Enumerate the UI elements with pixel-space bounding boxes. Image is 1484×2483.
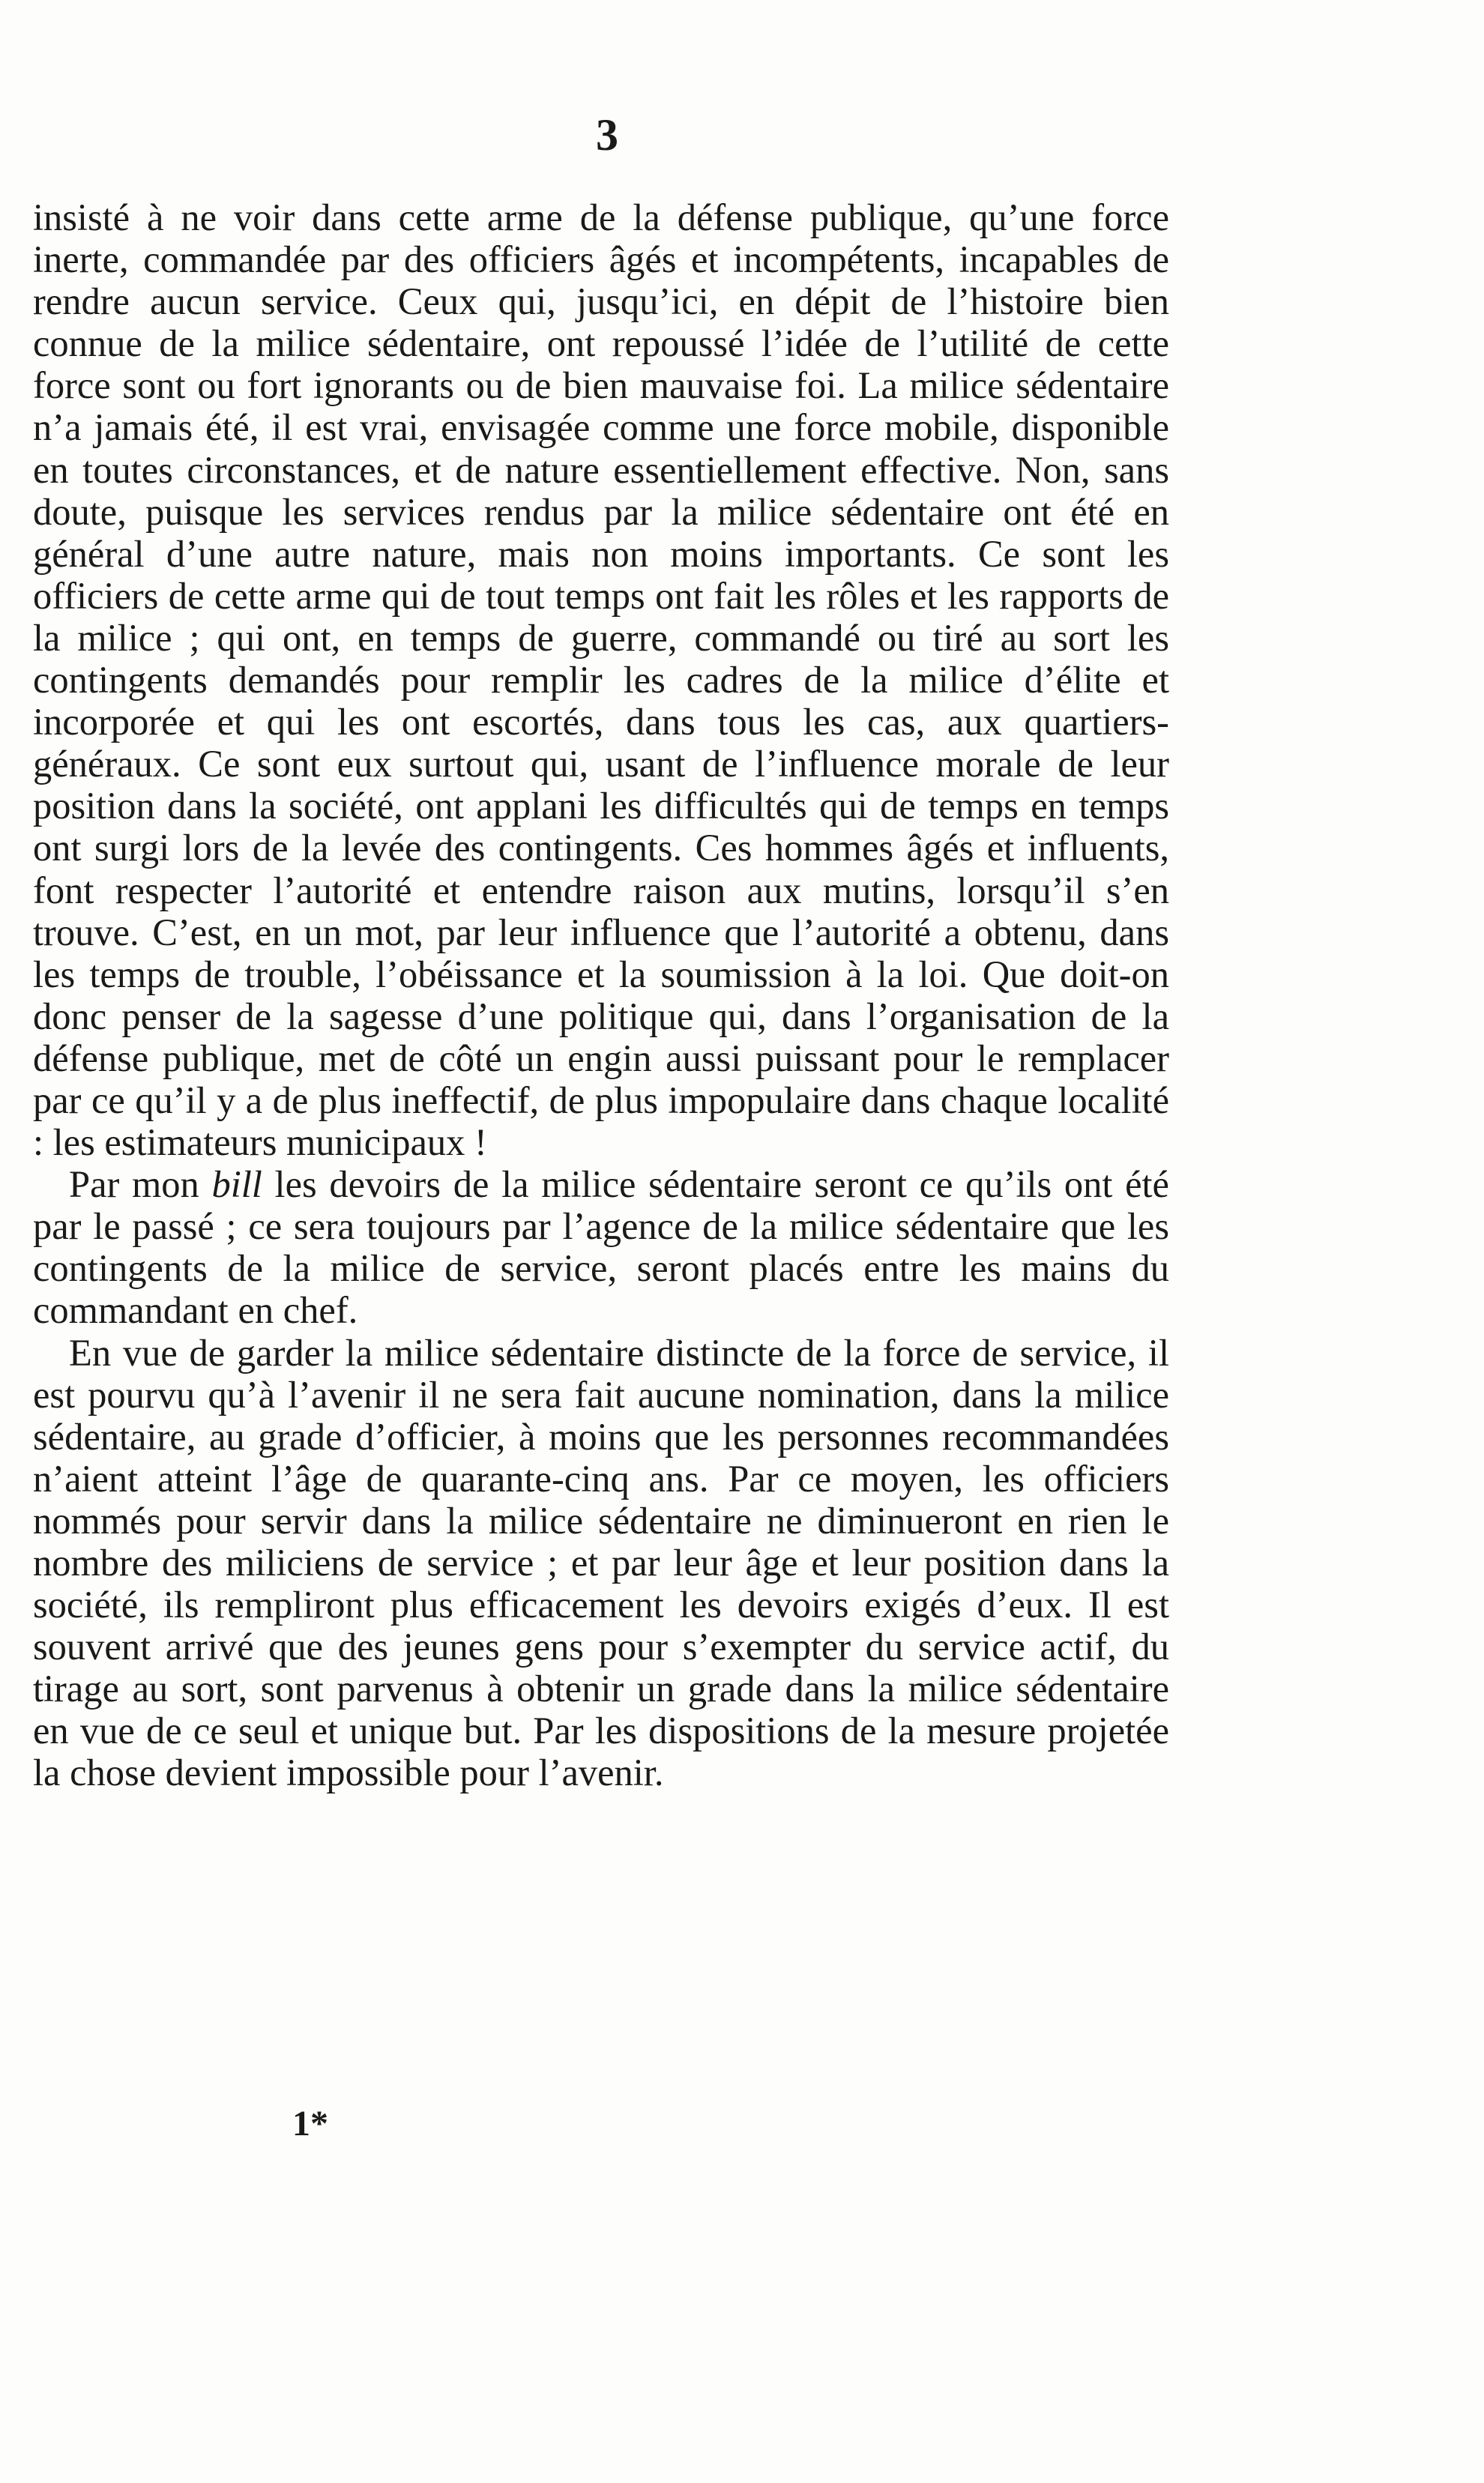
paragraph-2-prefix: Par mon <box>69 1163 212 1206</box>
paragraph-2-text: les devoirs de la milice sédentaire seront ce qu’ils ont été par le passé ; ce sera toujours par l’agence de la milice sédentaire que les contingents de la milice de service, seront placés entre les mains du commandant en chef. <box>33 1163 1169 1332</box>
paragraph-3: En vue de garder la milice sédentaire distincte de la force de service, il est pourvu qu’à l’avenir il ne sera fait aucune nomination, dans la milice sédentaire, au grade d’officier, à moins que les personnes recommandées n’aient atteint l’âge de quarante-cinq ans. Par ce moyen, les officiers nommés pour servir dans la milice sédentaire ne diminueront en rien le nombre des miliciens de service ; et par leur âge et leur position dans la société, ils rempliront plus efficacement les devoirs exigés d’eux. Il est souvent arrivé que des jeunes gens pour s’exempter du service actif, du tirage au sort, sont parvenus à obtenir un grade dans la milice sédentaire en vue de ce seul et unique but. Par les dispositions de la mesure projetée la chose devient impossible pour l’avenir. <box>33 1331 1169 1794</box>
signature-mark: 1* <box>292 2104 328 2143</box>
body-text <box>33 196 1169 1794</box>
paragraph-1: insisté à ne voir dans cette arme de la défense publique, qu’une force inerte, commandée par des officiers âgés et incompétents, incapables de rendre aucun service. Ceux qui, jusqu’ici, en dépit de l’histoire bien connue de la milice sédentaire, ont repoussé l’idée de l’utilité de cette force sont ou fort ignorants ou de bien mauvaise foi. La milice sédentaire n’a jamais été, il est vrai, envisagée comme une force mobile, disponible en toutes circonstances, et de nature essentiellement effective. Non, sans doute, puisque les services rendus par la milice sédentaire ont été en général d’une autre nature, mais non moins importants. Ce sont les officiers de cette arme qui de tout temps ont fait les rôles et les rapports de la milice ; qui ont, en temps de guerre, commandé ou tiré au sort les contingents demandés pour remplir les cadres de la milice d’élite et incorporée et qui les ont escortés, dans tous les cas, aux quartiers-généraux. Ce sont eux surtout qui, usant de l’influence morale de leur position dans la société, ont applani les difficultés qui de temps en temps ont surgi lors de la levée des contingents. Ces hommes âgés et influents, font respecter l’autorité et entendre raison aux mutins, lorsqu’il s’en trouve. C’est, en un mot, par leur influence que l’autorité a obtenu, dans les temps de trouble, l’obéissance et la soumission à la loi. Que doit-on donc penser de la sagesse d’une politique qui, dans l’organisation de la défense publique, met de côté un engin aussi puissant pour le remplacer par ce qu’il y a de plus ineffectif, de plus impopulaire dans chaque localité : les estimateurs municipaux ! <box>33 196 1169 1164</box>
paragraph-2-emphasis: bill <box>211 1163 262 1206</box>
page-number: 3 <box>596 110 618 160</box>
paragraph-2 <box>33 1163 1169 1331</box>
